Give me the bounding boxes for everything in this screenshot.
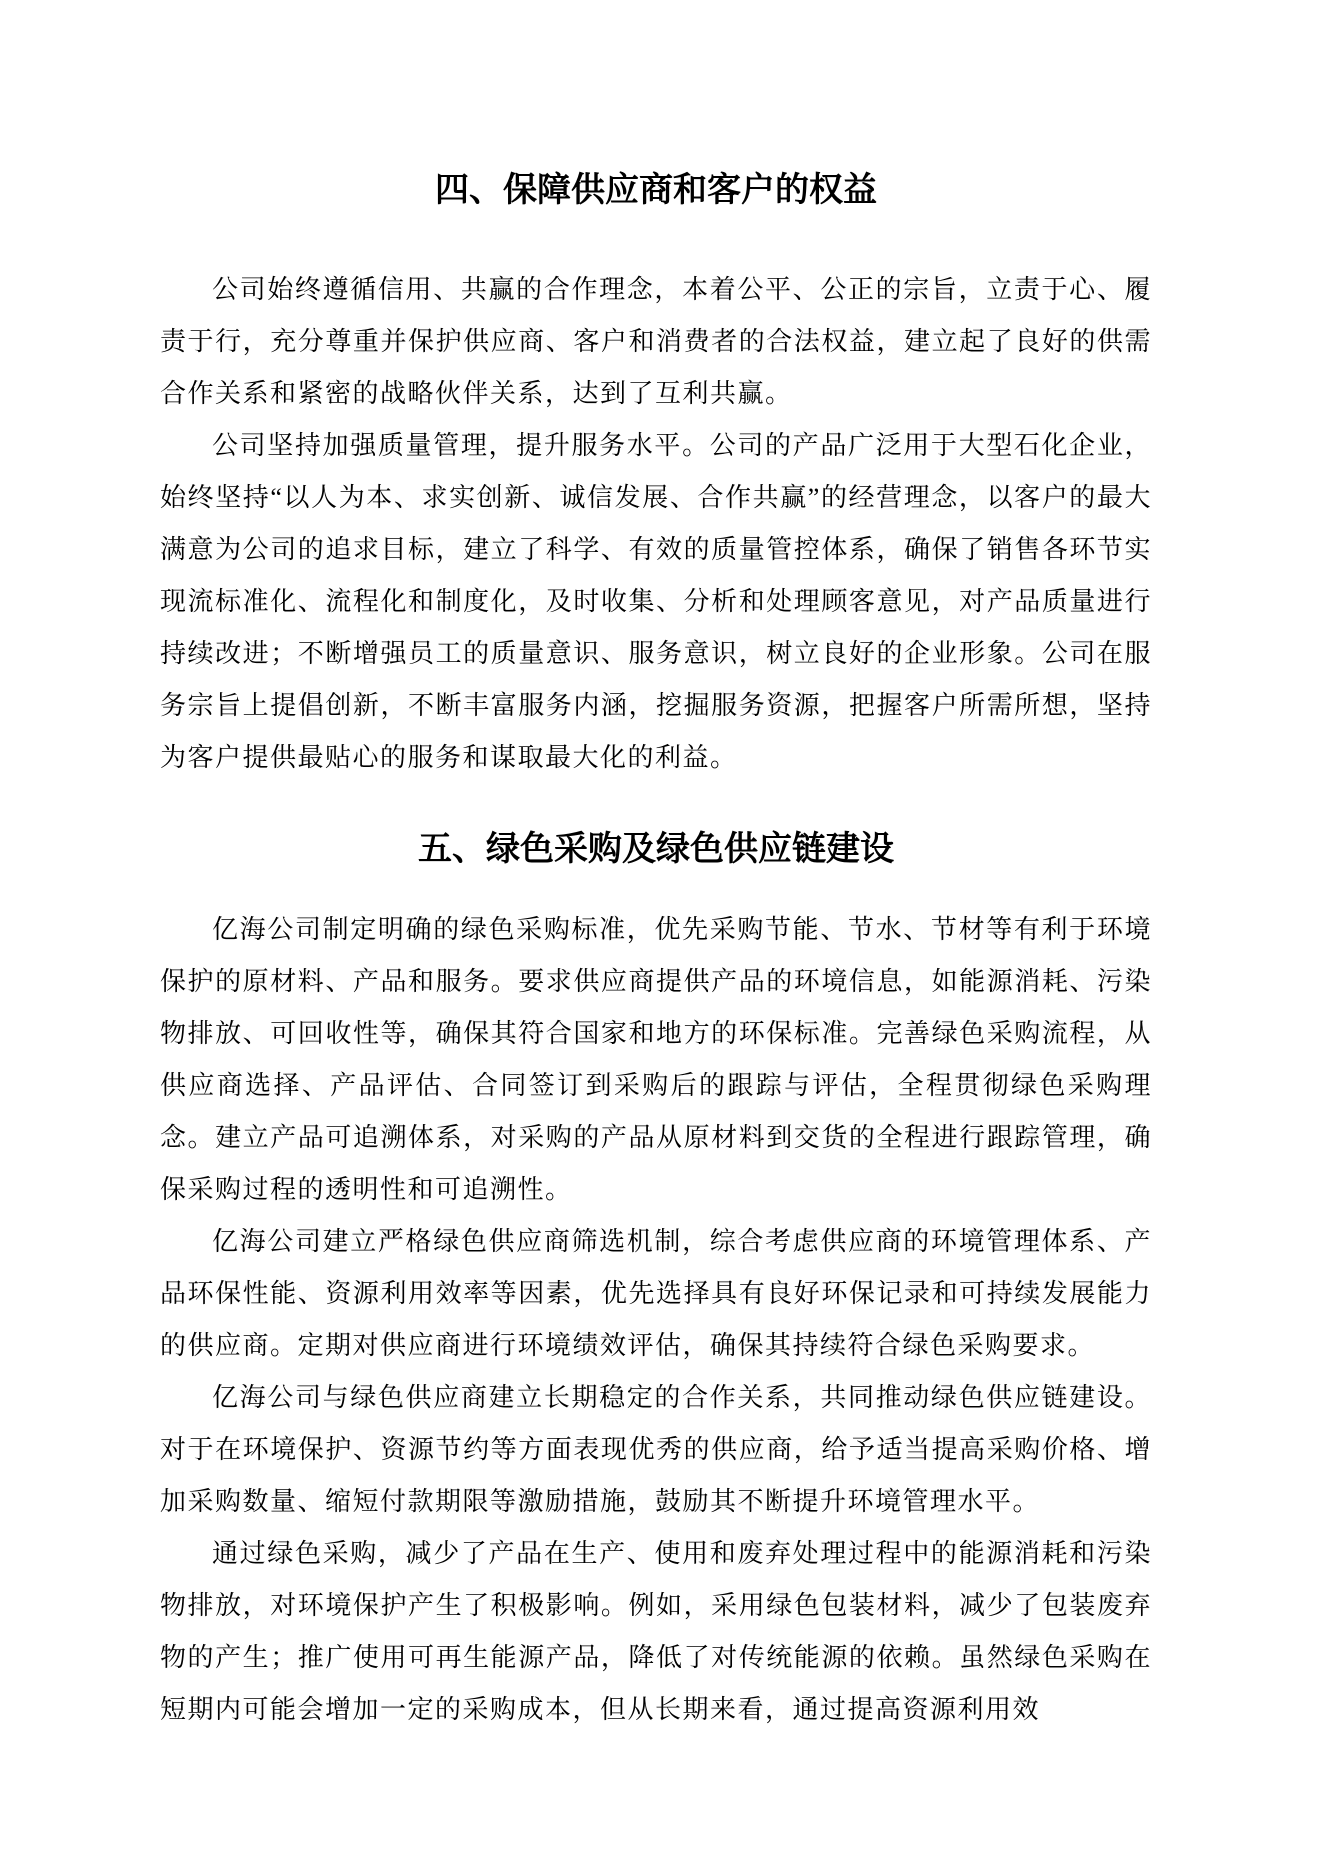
- paragraph-green-benefits: 通过绿色采购，减少了产品在生产、使用和废弃处理过程中的能源消耗和污染物排放，对环境保护产生了积极影响。例如，采用绿色包装材料，减少了包装废弃物的产生；推广使用可再生能源产品，降低了对传统能源的依赖。虽然绿色采购在短期内可能会增加一定的采购成本，但从长期来看，通过提高资源利用效: [160, 1539, 1152, 1724]
- section-heading-4: 四、保障供应商和客户的权益: [435, 171, 877, 209]
- paragraph-quality-service: 公司坚持加强质量管理，提升服务水平。公司的产品广泛用于大型石化企业，始终坚持“以人为本、求实创新、诚信发展、合作共赢”的经营理念，以客户的最大满意为公司的追求目标，建立了科学、有效的质量管控体系，确保了销售各环节实现流标准化、流程化和制度化，及时收集、分析和处理顾客意见，对产品质量进行持续改进；不断增强员工的质量意识、服务意识，树立良好的企业形象。公司在服务宗旨上提倡创新，不断丰富服务内涵，挖掘服务资源，把握客户所需所想，坚持为客户提供最贴心的服务和谋取最大化的利益。: [160, 431, 1152, 772]
- paragraph-supplier-screening: 亿海公司建立严格绿色供应商筛选机制，综合考虑供应商的环境管理体系、产品环保性能、资源利用效率等因素，优先选择具有良好环保记录和可持续发展能力的供应商。定期对供应商进行环境绩效评估，确保其持续符合绿色采购要求。: [160, 1227, 1152, 1360]
- section-body-5: [160, 904, 1152, 1736]
- document-content: [160, 167, 1152, 1736]
- section-supplier-customer-rights: [160, 167, 1152, 784]
- section-green-procurement: [160, 826, 1152, 1736]
- section-heading-5: 五、绿色采购及绿色供应链建设: [418, 830, 894, 868]
- paragraph-longterm-cooperation: 亿海公司与绿色供应商建立长期稳定的合作关系，共同推动绿色供应链建设。对于在环境保护、资源节约等方面表现优秀的供应商，给予适当提高采购价格、增加采购数量、缩短付款期限等激励措施，鼓励其不断提升环境管理水平。: [160, 1383, 1152, 1516]
- section-body-4: [160, 264, 1152, 784]
- paragraph-green-standards: 亿海公司制定明确的绿色采购标准，优先采购节能、节水、节材等有利于环境保护的原材料、产品和服务。要求供应商提供产品的环境信息，如能源消耗、污染物排放、可回收性等，确保其符合国家和地方的环保标准。完善绿色采购流程，从供应商选择、产品评估、合同签订到采购后的跟踪与评估，全程贯彻绿色采购理念。建立产品可追溯体系，对采购的产品从原材料到交货的全程进行跟踪管理，确保采购过程的透明性和可追溯性。: [160, 915, 1152, 1204]
- paragraph-cooperation-principle: 公司始终遵循信用、共赢的合作理念，本着公平、公正的宗旨，立责于心、履责于行，充分尊重并保护供应商、客户和消费者的合法权益，建立起了良好的供需合作关系和紧密的战略伙伴关系，达到了互利共赢。: [160, 275, 1152, 408]
